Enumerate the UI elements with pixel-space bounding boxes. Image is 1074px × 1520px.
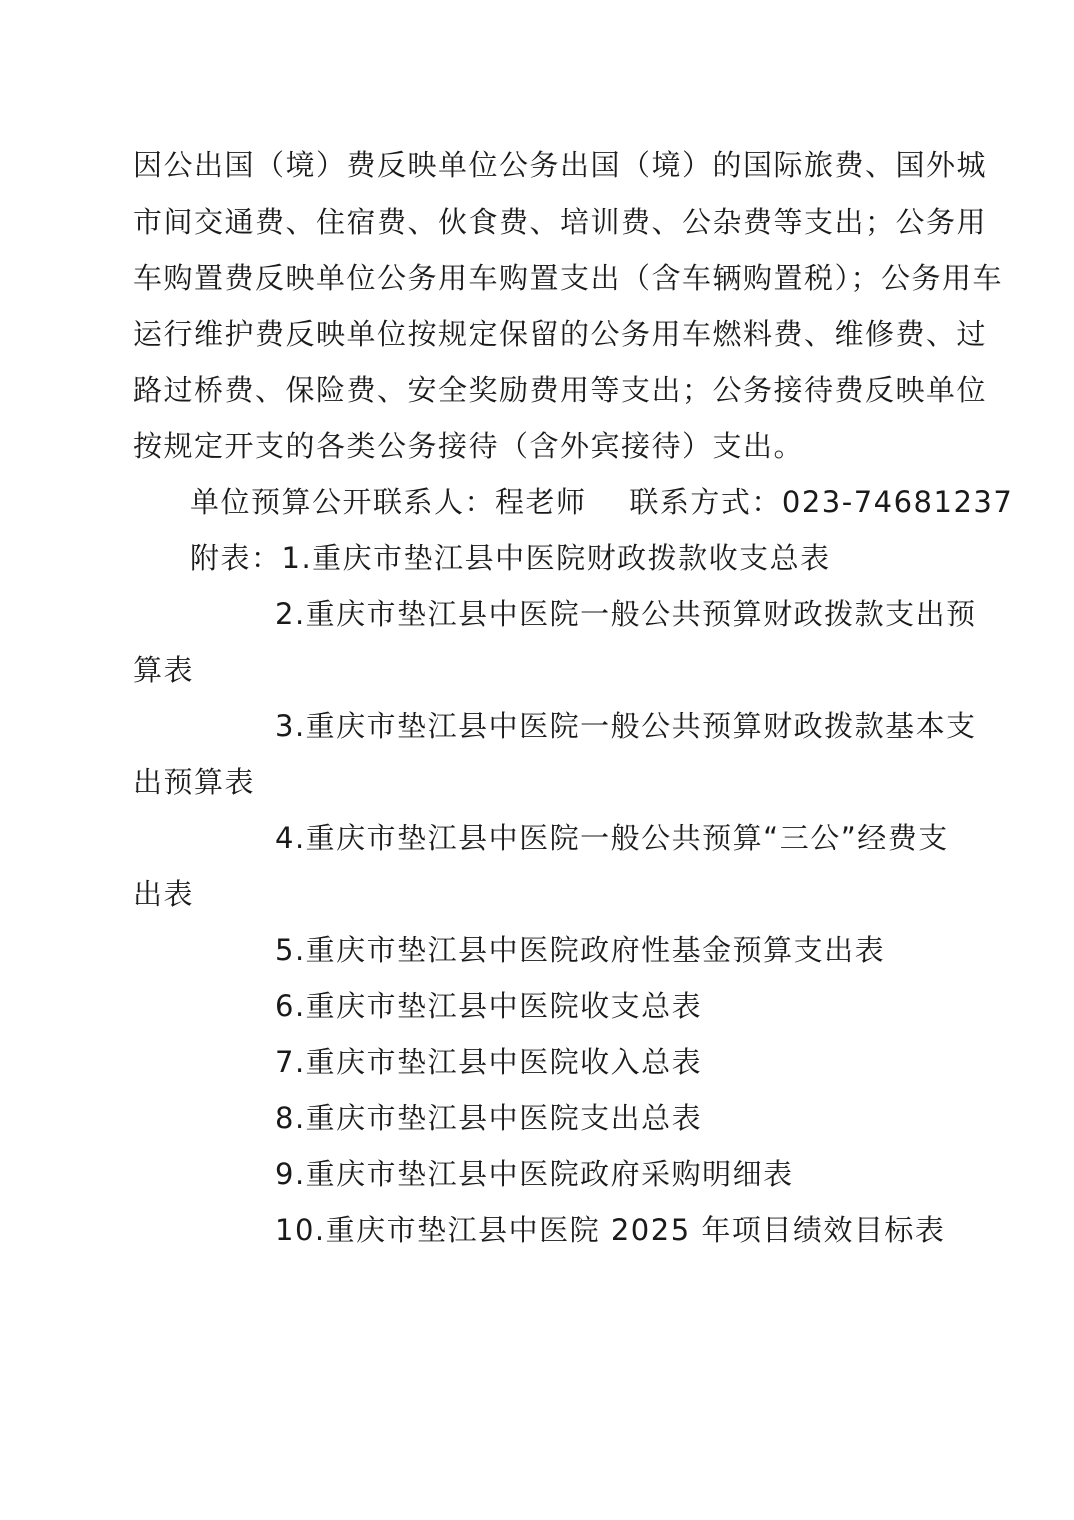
contact-line: 单位预算公开联系人：程老师 联系方式：023-74681237: [190, 485, 1014, 519]
attachment-item-3: 3.重庆市垫江县中医院一般公共预算财政拨款基本支: [275, 709, 977, 743]
paragraph-line: 运行维护费反映单位按规定保留的公务用车燃料费、维修费、过: [133, 317, 988, 351]
paragraph-line: 按规定开支的各类公务接待（含外宾接待）支出。: [133, 429, 805, 463]
attachment-item-5: 5.重庆市垫江县中医院政府性基金预算支出表: [275, 933, 886, 967]
attachment-item-4: 4.重庆市垫江县中医院一般公共预算“三公”经费支: [275, 821, 949, 855]
attachment-item-6: 6.重庆市垫江县中医院收支总表: [275, 989, 703, 1023]
paragraph-line: 因公出国（境）费反映单位公务出国（境）的国际旅费、国外城: [133, 148, 988, 182]
attachment-item-3-continued: 出预算表: [133, 765, 256, 799]
paragraph-line: 路过桥费、保险费、安全奖励费用等支出；公务接待费反映单位: [133, 373, 988, 407]
attachment-item-2-continued: 算表: [133, 653, 195, 687]
attachment-item-4-continued: 出表: [133, 877, 195, 911]
attachment-item-1: 附表：1.重庆市垫江县中医院财政拨款收支总表: [190, 541, 831, 575]
attachment-item-8: 8.重庆市垫江县中医院支出总表: [275, 1101, 703, 1135]
attachment-item-2: 2.重庆市垫江县中医院一般公共预算财政拨款支出预: [275, 597, 977, 631]
attachment-item-10: 10.重庆市垫江县中医院 2025 年项目绩效目标表: [275, 1213, 946, 1247]
attachment-item-7: 7.重庆市垫江县中医院收入总表: [275, 1045, 703, 1079]
paragraph-line: 车购置费反映单位公务用车购置支出（含车辆购置税）；公务用车: [133, 261, 1004, 295]
attachment-item-9: 9.重庆市垫江县中医院政府采购明细表: [275, 1157, 794, 1191]
paragraph-line: 市间交通费、住宿费、伙食费、培训费、公杂费等支出；公务用: [133, 205, 988, 239]
